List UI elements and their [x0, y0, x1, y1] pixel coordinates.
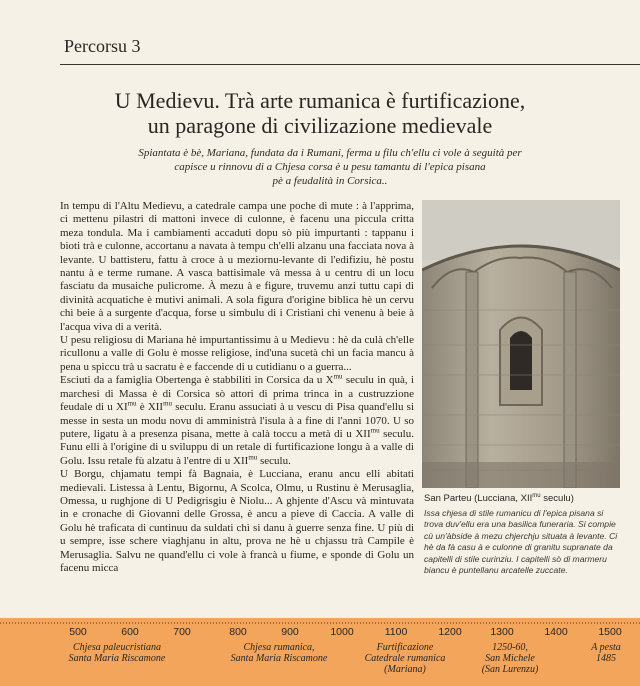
timeline-year-label: 1300 — [490, 626, 514, 638]
header-divider — [60, 64, 640, 65]
timeline-year-label: 1400 — [544, 626, 568, 638]
body-paragraph-1: In tempu di l'Altu Medievu, a catedrale campa une poche di mute : à l'apprima, ci mettenu pilastri di mattoni invece di culonne, è facenu una piccula critta meza tondula. Ma i cambiamenti accaduti dopu sò più impurtanti : tappanu i bioti trà e culonne, accortanu a navata à tempu ch'elli alzanu una facciata nova à levante. U battisteru, fattu à croce à u meziornu-levante di l'edifiziu, hè postu nantu à e terme rumane. A vasca battisimale và messa à u centru di un locu fasciatu da musaiche pulicrome. À mezu à e figure, truvemu anzi tuttu capi di divinità acquatiche è mutivi animali. A sola figura d'origine biblica hè un cervu chì beie à a surgente d'acqua, forse u simbulu di i Cristiani chì venenu à beie à l'acqua viva di a verità. — [60, 200, 414, 333]
intro-line-3: pè a feudalità in Corsica.. — [272, 175, 388, 187]
body-paragraph-2: U pesu religiosu di Mariana hè impurtantissimu à u Medievu : hè da culà ch'elle ricullonu a valle di Golu è mosse religiose, ind'una sucetà chì un facia mancu à pena u spiccu trà u sacratu è e faccende di u cutidianu o a guerra... — [60, 334, 414, 373]
body-paragraph-4: U Borgu, chjamatu tempi fà Bagnaia, è Lucciana, eranu ancu elli abitati medievali. Listessa à Lentu, Bigornu, A Scolca, Olmu, u Rustinu è Merusaglia, Omessa, u rughjone di U Pedigrisgiu è Niolu... A ghjente d'Ascu và mintuvata in e cronache di Giovanni delle Grossa, è ancu a pieve di Caccia. A valle di Golu hè traficata di cuntinuu da suldati chì si danu à guerre senza fine. U più di u sempre, isse schere viaghjanu in altu, prova ne hè u chjassu trà Campile è Merusaglia. Salvu ne quand'ellu ci vole à francà u fiume, e sponde di Golu un facenu micca — [60, 468, 414, 574]
timeline-year-label: 1000 — [330, 626, 354, 638]
page-header — [0, 0, 640, 70]
timeline-event-1: Chjesa paleucristiana Santa Maria Riscamone — [68, 642, 166, 664]
timeline-event-4: 1250-60, San Michele (San Lurenzu) — [481, 642, 539, 675]
title-line-1: U Medievu. Trà arte rumanica è furtificazione, — [114, 88, 526, 113]
title-line-2: un paragone di civilizazione medievale — [147, 113, 493, 138]
church-apse-image — [422, 200, 620, 488]
intro-line-2: capisce u rinnovu di a Chjesa corsa è u pesu tamantu di l'epica pisana — [174, 161, 486, 173]
timeline-year-label: 1500 — [598, 626, 622, 638]
timeline-event-5: A pesta 1485 — [591, 642, 621, 664]
timeline-year-label: 500 — [69, 626, 87, 638]
timeline-year-label: 1200 — [438, 626, 462, 638]
intro-line-1: Spiantata è bè, Mariana, fundata da i Rumani, ferma u filu ch'ellu ci vole à seguità per — [138, 147, 522, 159]
body-text — [60, 200, 414, 575]
timeline-year-label: 600 — [121, 626, 139, 638]
timeline-year-label: 800 — [229, 626, 247, 638]
timeline-event-3: Furtificazione Catedrale rumanica (Mariana) — [364, 642, 446, 675]
timeline-band — [0, 618, 640, 686]
timeline-year-label: 700 — [173, 626, 191, 638]
section-label: Percorsu 3 — [64, 36, 141, 56]
body-paragraph-3: Esciuti da a famiglia Obertenga è stabbiliti in Corsica da u $X^{mu}$ seculu in quà, i marchesi di Massa è di Corsica sò attori di prima trinca in a custruzzione feudale di u $XI^{mu}$ è $XII^{mu}$ seculu. Eranu assuciati à u vescu di Pisa quand'ellu si messe in sesta un modu novu di amministrà l'isula à a fine di l'anni 1070. U so putere, ligatu à a presenza pisana, mette à calà toccu a metà di u $XII^{mu}$ seculu. Funu elli à l'origine di u sviluppu di un retale di furtificazione longu à a valle di Golu. Issu retale fù alzatu à l'entre di u $XII^{mu}$ seculu. — [60, 372, 414, 467]
timeline-year-label: 900 — [281, 626, 299, 638]
photo-caption-body: Issa chjesa di stile rumanicu di l'epica pisana si trova duv'ellu era una basilica funeraria. Si compie cù un'àbside à mezu chjerchju situata à levante. Ci hè da fà casu à e culonne di granitu supranate da capitelli di stile curinziu. I capitelli sò di marmeru biancu è puntellanu arcatelle zuccate. — [424, 508, 618, 576]
page-title — [40, 88, 600, 138]
timeline-year-label: 1100 — [384, 626, 408, 638]
intro-text — [90, 146, 570, 188]
photo-caption-title: San Parteu (Lucciana, $XII^{mu}$ seculu) — [424, 493, 574, 505]
church-photo — [422, 200, 620, 488]
timeline-event-2: Chjesa rumanica, Santa Maria Riscamone — [230, 642, 328, 664]
